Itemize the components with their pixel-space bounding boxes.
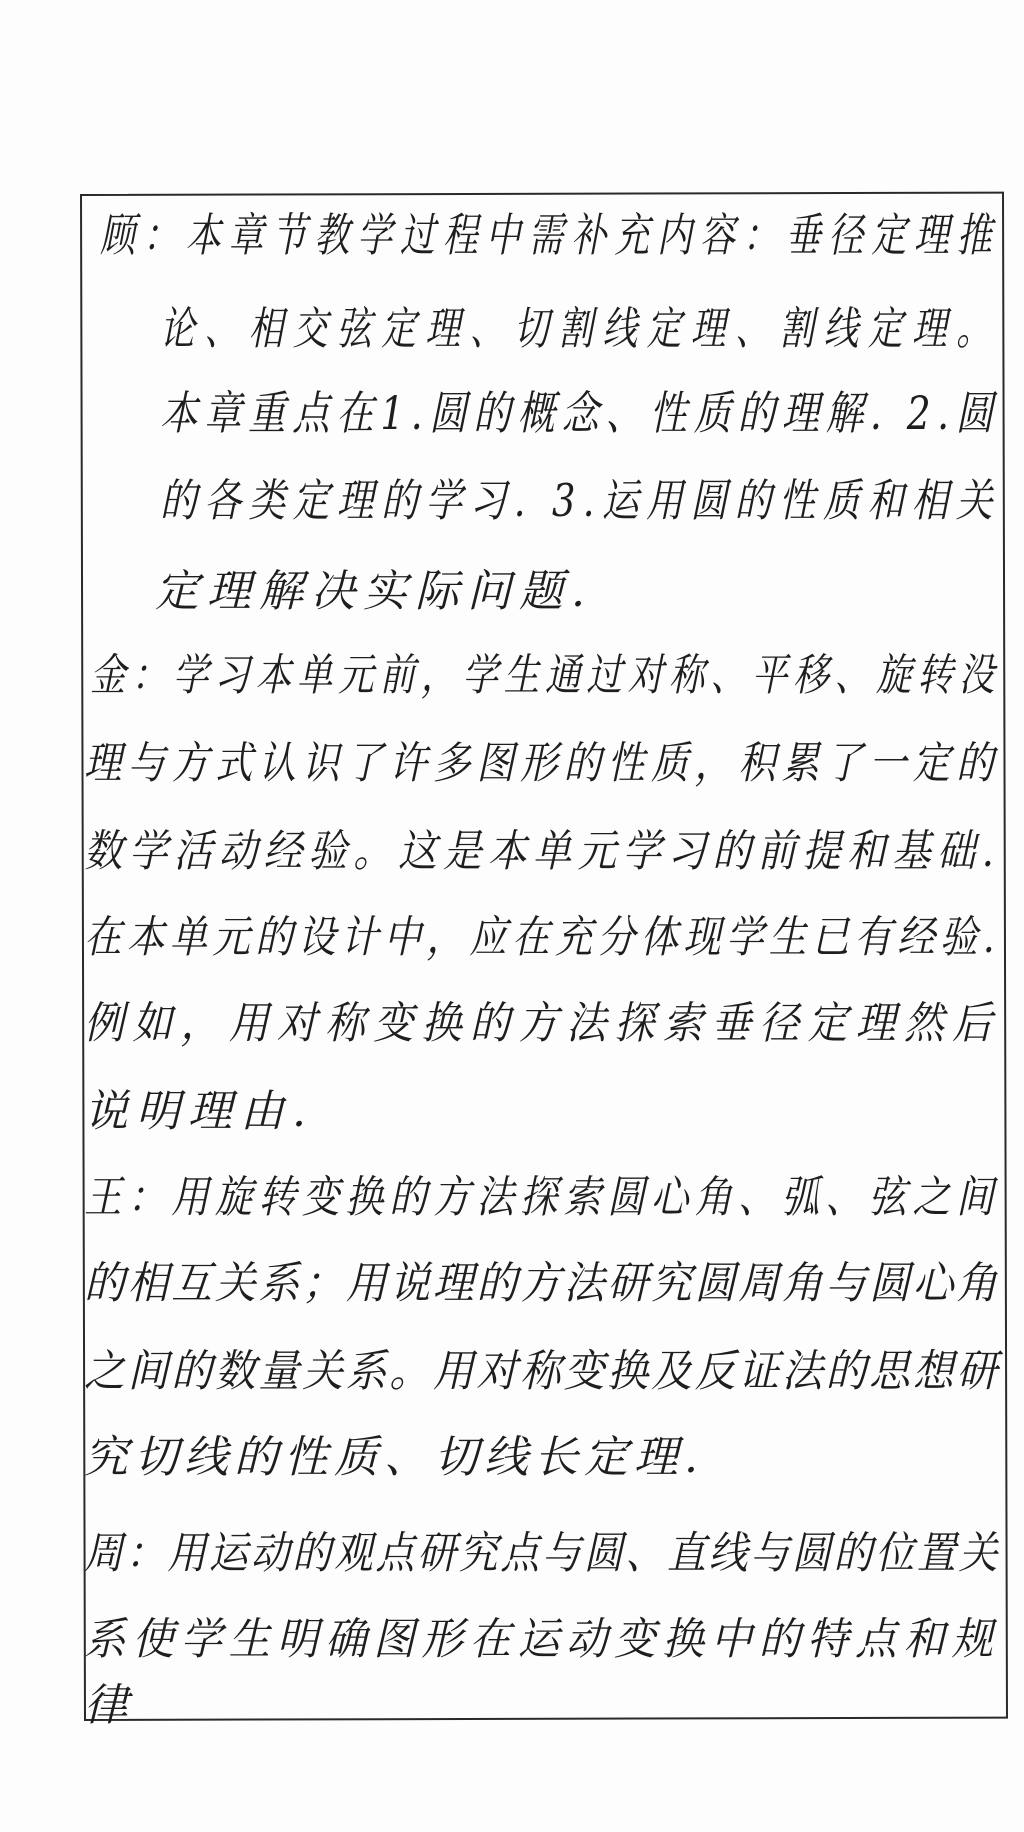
note-line: 论、相交弦定理、切割线定理、割线定理。 xyxy=(160,302,1001,355)
note-line: 顾：本章节教学过程中需补充内容：垂径定理推 xyxy=(100,208,1000,262)
note-line: 理与方式认识了许多图形的性质，积累了一定的 xyxy=(84,738,1000,789)
note-line: 周：用运动的观点研究点与圆、直线与圆的位置关 xyxy=(84,1528,1001,1579)
note-line: 本章重点在1.圆的概念、性质的理解. 2.圆 xyxy=(160,386,1000,440)
note-line: 王：用旋转变换的方法探索圆心角、弧、弦之间 xyxy=(84,1172,1000,1223)
note-line: 在本单元的设计中，应在充分体现学生已有经验. xyxy=(84,912,1000,963)
note-line: 律 xyxy=(84,1680,134,1731)
note-line: 说明理由. xyxy=(84,1086,314,1137)
note-line: 系使学生明确图形在运动变换中的特点和规 xyxy=(84,1614,1000,1665)
note-line: 数学活动经验。这是本单元学习的前提和基础. xyxy=(84,826,1001,877)
note-line: 之间的数量关系。用对称变换及反证法的思想研 xyxy=(84,1346,1000,1397)
note-line: 究切线的性质、切线长定理. xyxy=(84,1432,704,1483)
note-line: 金：学习本单元前，学生通过对称、平移、旋转没 xyxy=(90,650,1000,701)
note-line: 例如，用对称变换的方法探索垂径定理然后 xyxy=(84,998,1001,1049)
note-line: 的相互关系；用说理的方法研究圆周角与圆心角 xyxy=(84,1258,1000,1309)
note-line: 定理解决实际问题. xyxy=(155,566,593,617)
note-line: 的各类定理的学习. 3.运用圆的性质和相关 xyxy=(160,474,1000,527)
